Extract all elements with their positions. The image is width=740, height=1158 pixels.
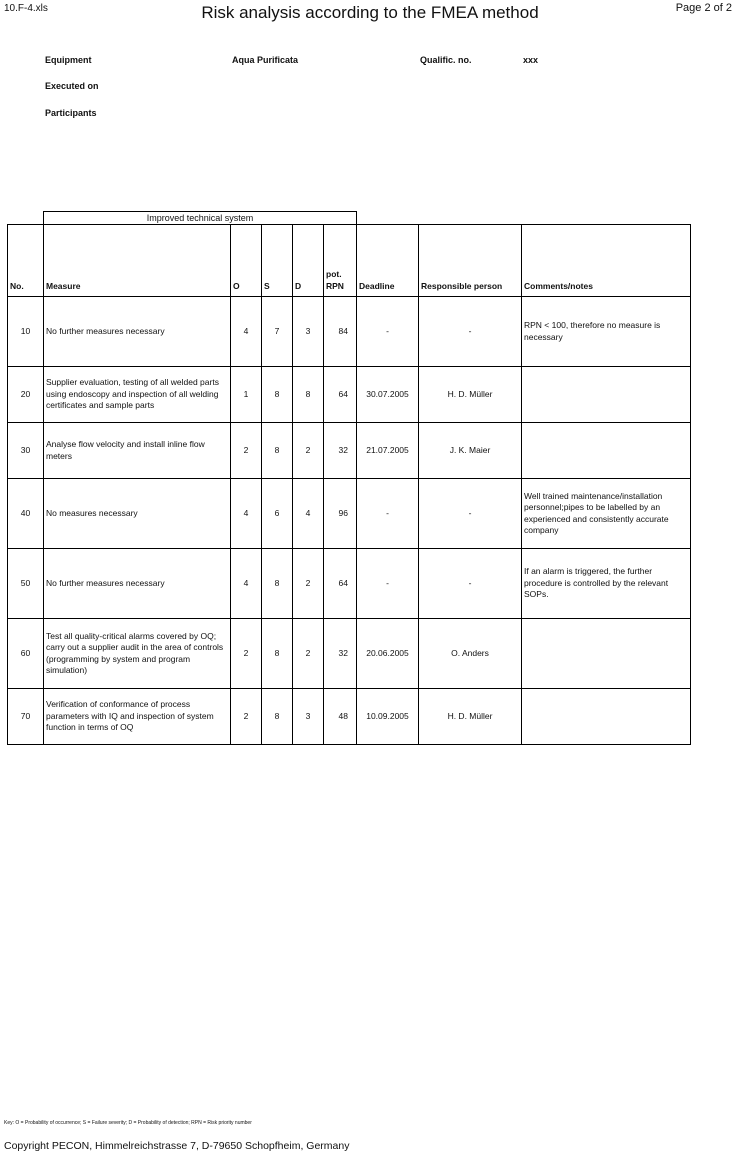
row-rpn: 32 — [324, 619, 357, 689]
col-deadline: Deadline — [357, 225, 419, 297]
row-comments: RPN < 100, therefore no measure is necessary — [522, 297, 691, 367]
row-no: 10 — [8, 297, 44, 367]
table-row — [8, 619, 691, 689]
table-row — [8, 689, 691, 745]
fmea-table — [7, 224, 691, 745]
row-deadline: 30.07.2005 — [357, 367, 419, 423]
row-deadline: 10.09.2005 — [357, 689, 419, 745]
row-s: 8 — [262, 549, 293, 619]
row-o: 1 — [231, 367, 262, 423]
row-measure: No measures necessary — [44, 479, 231, 549]
row-s: 7 — [262, 297, 293, 367]
row-d: 8 — [293, 367, 324, 423]
file-name: 10.F-4.xls — [4, 3, 48, 14]
col-d: D — [293, 225, 324, 297]
row-no: 40 — [8, 479, 44, 549]
row-d: 2 — [293, 619, 324, 689]
row-comments: Well trained maintenance/installation personnel;pipes to be labelled by an experienced and consistently accurate company — [522, 479, 691, 549]
row-deadline: 21.07.2005 — [357, 423, 419, 479]
row-responsible: H. D. Müller — [419, 367, 522, 423]
row-o: 4 — [231, 297, 262, 367]
col-responsible: Responsible person — [419, 225, 522, 297]
row-d: 3 — [293, 689, 324, 745]
col-s: S — [262, 225, 293, 297]
col-no: No. — [8, 225, 44, 297]
row-responsible: H. D. Müller — [419, 689, 522, 745]
col-measure: Measure — [44, 225, 231, 297]
equipment-value: Aqua Purificata — [232, 55, 299, 65]
row-responsible: J. K. Maier — [419, 423, 522, 479]
row-no: 60 — [8, 619, 44, 689]
equipment-label: Equipment — [45, 55, 92, 65]
row-deadline: - — [357, 479, 419, 549]
row-responsible: - — [419, 479, 522, 549]
row-no: 30 — [8, 423, 44, 479]
row-rpn: 64 — [324, 549, 357, 619]
row-comments — [522, 619, 691, 689]
row-s: 8 — [262, 423, 293, 479]
legend-key: Key: O = Probability of occurrence; S = Failure severity; D = Probability of detection; RPN = Risk priority number — [4, 1120, 252, 1126]
row-deadline: - — [357, 549, 419, 619]
row-deadline: 20.06.2005 — [357, 619, 419, 689]
table-row — [8, 549, 691, 619]
row-o: 2 — [231, 619, 262, 689]
row-measure: No further measures necessary — [44, 297, 231, 367]
row-no: 50 — [8, 549, 44, 619]
row-o: 2 — [231, 423, 262, 479]
row-rpn: 64 — [324, 367, 357, 423]
row-comments — [522, 423, 691, 479]
row-deadline: - — [357, 297, 419, 367]
improved-system-header: Improved technical system — [43, 211, 357, 224]
copyright: Copyright PECON, Himmelreichstrasse 7, D-79650 Schopfheim, Germany — [4, 1140, 350, 1152]
row-d: 2 — [293, 423, 324, 479]
row-rpn: 32 — [324, 423, 357, 479]
page-title: Risk analysis according to the FMEA method — [201, 3, 539, 22]
row-responsible: - — [419, 549, 522, 619]
row-comments — [522, 689, 691, 745]
row-s: 8 — [262, 367, 293, 423]
col-comments: Comments/notes — [522, 225, 691, 297]
row-measure: Verification of conformance of process parameters with IQ and inspection of system function in terms of OQ — [44, 689, 231, 745]
col-rpn: pot. RPN — [324, 225, 357, 297]
row-s: 8 — [262, 689, 293, 745]
qualific-value: xxx — [523, 55, 539, 65]
qualific-label: Qualific. no. — [420, 55, 472, 65]
row-rpn: 84 — [324, 297, 357, 367]
row-d: 3 — [293, 297, 324, 367]
row-d: 4 — [293, 479, 324, 549]
row-o: 2 — [231, 689, 262, 745]
row-rpn: 48 — [324, 689, 357, 745]
table-row — [8, 297, 691, 367]
row-responsible: - — [419, 297, 522, 367]
row-no: 20 — [8, 367, 44, 423]
row-comments — [522, 367, 691, 423]
row-s: 8 — [262, 619, 293, 689]
row-rpn: 96 — [324, 479, 357, 549]
row-d: 2 — [293, 549, 324, 619]
table-row — [8, 423, 691, 479]
row-comments: If an alarm is triggered, the further procedure is controlled by the relevant SOPs. — [522, 549, 691, 619]
executed-label: Executed on — [45, 81, 99, 91]
table-row — [8, 479, 691, 549]
row-measure: Analyse flow velocity and install inline flow meters — [44, 423, 231, 479]
participants-label: Participants — [45, 108, 97, 118]
table-row — [8, 367, 691, 423]
row-measure: Test all quality-critical alarms covered by OQ; carry out a supplier audit in the area of controls (programming by system and program simulation) — [44, 619, 231, 689]
row-responsible: O. Anders — [419, 619, 522, 689]
row-s: 6 — [262, 479, 293, 549]
row-o: 4 — [231, 479, 262, 549]
col-o: O — [231, 225, 262, 297]
row-measure: Supplier evaluation, testing of all welded parts using endoscopy and inspection of all welding certificates and sample parts — [44, 367, 231, 423]
table-header-row — [8, 225, 691, 297]
page-number: Page 2 of 2 — [675, 2, 732, 14]
row-o: 4 — [231, 549, 262, 619]
row-measure: No further measures necessary — [44, 549, 231, 619]
row-no: 70 — [8, 689, 44, 745]
